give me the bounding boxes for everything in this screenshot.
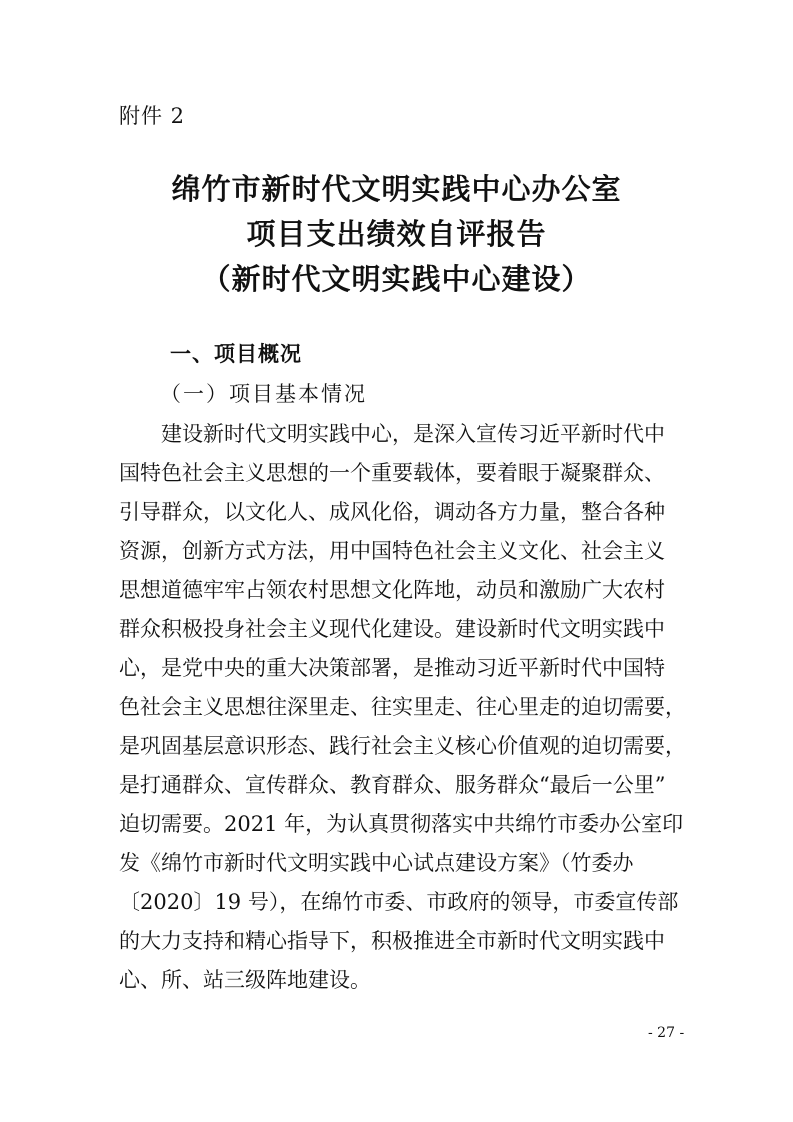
paragraph-line: 心、所、站三级阵地建设。	[119, 968, 371, 992]
document-title-line-1: 绵竹市新时代文明实践中心办公室	[171, 172, 622, 206]
document-title-line-2: 项目支出绩效自评报告	[246, 217, 547, 251]
paragraph-line: 心，是党中央的重大决策部署，是推动习近平新时代中国特	[119, 656, 665, 680]
paragraph-line: 群众积极投身社会主义现代化建设。建设新时代文明实践中	[119, 617, 665, 641]
paragraph-line: 资源，创新方式方法，用中国特色社会主义文化、社会主义	[119, 539, 665, 563]
paragraph-line: 建设新时代文明实践中心，是深入宣传习近平新时代中	[119, 422, 665, 446]
paragraph-line: 的大力支持和精心指导下，积极推进全市新时代文明实践中	[119, 929, 665, 953]
paragraph-line: 发《绵竹市新时代文明实践中心试点建设方案》（竹委办	[119, 851, 634, 875]
paragraph-line: 色社会主义思想往深里走、往实里走、往心里走的迫切需要，	[119, 695, 686, 719]
section-heading: 一、项目概况	[170, 342, 302, 366]
attachment-label: 附件 2	[119, 104, 186, 128]
paragraph-line: 思想道德牢牢占领农村思想文化阵地，动员和激励广大农村	[119, 578, 665, 602]
paragraph-line: 〔2020〕19 号），在绵竹市委、市政府的领导，市委宣传部	[119, 890, 679, 914]
section-subheading: （一）项目基本情况	[160, 382, 367, 406]
document-title-line-3: （新时代文明实践中心建设）	[201, 262, 592, 296]
paragraph-line: 引导群众，以文化人、成风化俗，调动各方力量，整合各种	[119, 500, 665, 524]
paragraph-line: 是打通群众、宣传群众、教育群众、服务群众“最后一公里”	[119, 773, 666, 797]
page-number: - 27 -	[648, 1025, 685, 1041]
paragraph-line: 迫切需要。2021 年，为认真贯彻落实中共绵竹市委办公室印	[119, 812, 684, 836]
paragraph-line: 国特色社会主义思想的一个重要载体，要着眼于凝聚群众、	[119, 461, 665, 485]
paragraph-line: 是巩固基层意识形态、践行社会主义核心价值观的迫切需要，	[119, 734, 686, 758]
